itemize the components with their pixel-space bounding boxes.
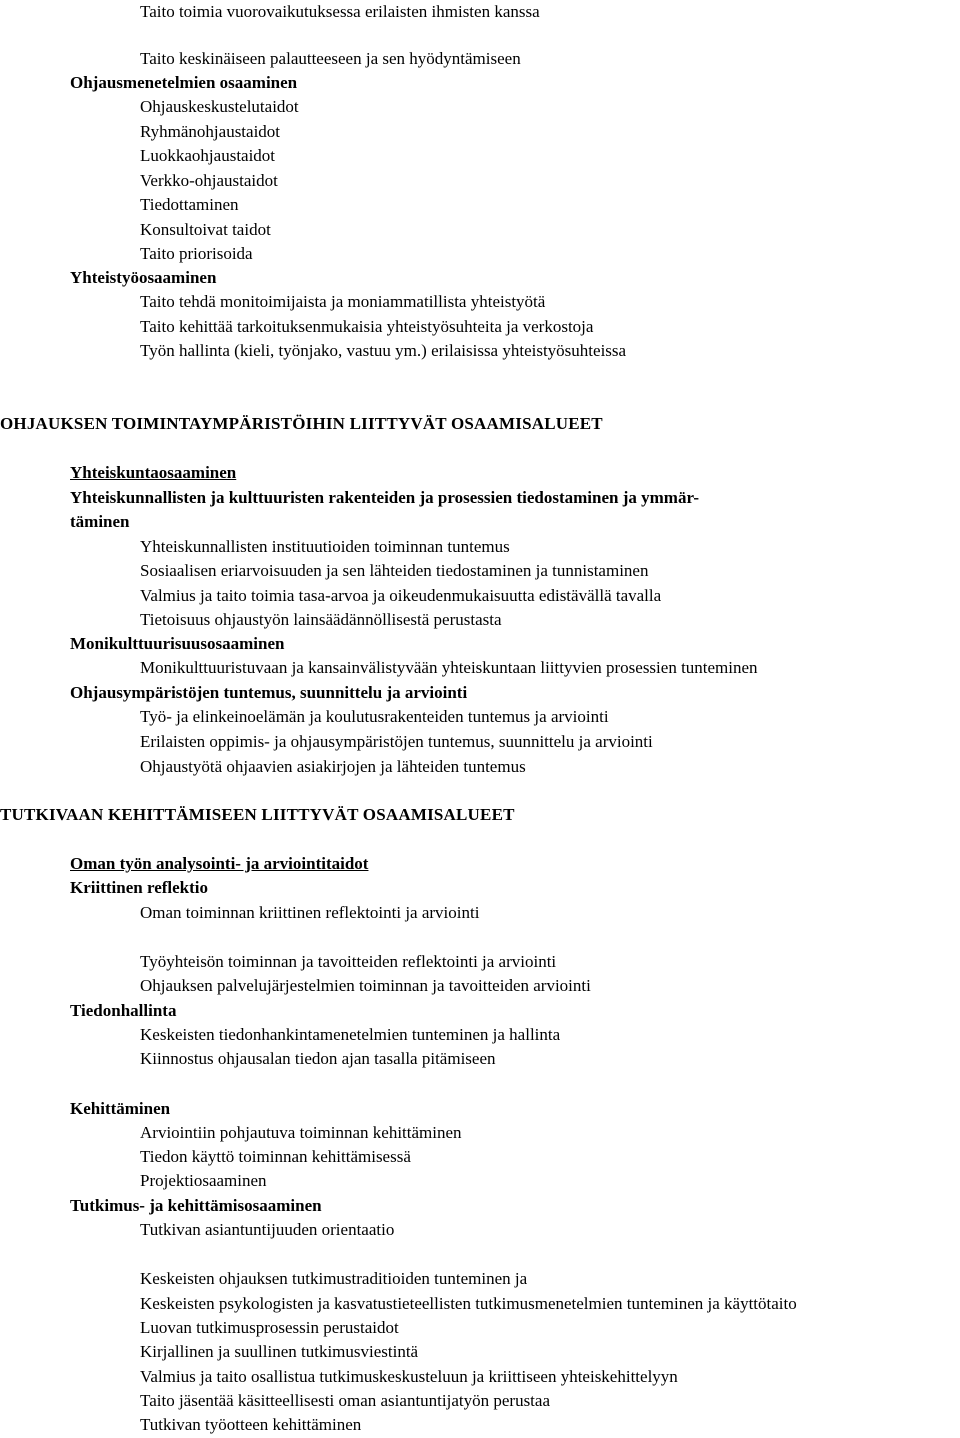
subsection-heading: Yhteiskunnallisten ja kulttuuristen rakenteiden ja prosessien tiedostaminen ja ymmär- (70, 488, 700, 507)
section-heading: TUTKIVAAN KEHITTÄMISEEN LIITTYVÄT OSAAMISALUEET (0, 805, 515, 824)
skill-item: Yhteiskunnallisten instituutioiden toiminnan tuntemus (140, 537, 510, 556)
skill-item: Ohjaustyötä ohjaavien asiakirjojen ja lähteiden tuntemus (140, 757, 526, 776)
skill-item: Verkko-ohjaustaidot (140, 171, 278, 190)
skill-item: Arviointiin pohjautuva toiminnan kehittäminen (140, 1123, 462, 1142)
skill-item: Tiedon käyttö toiminnan kehittämisessä (140, 1147, 411, 1166)
skill-item: Taito keskinäiseen palautteeseen ja sen hyödyntämiseen (140, 49, 521, 68)
skill-item: Ohjauskeskustelutaidot (140, 97, 299, 116)
skill-item: Sosiaalisen eriarvoisuuden ja sen lähteiden tiedostaminen ja tunnistaminen (140, 561, 649, 580)
skill-item: Projektiosaaminen (140, 1171, 267, 1190)
subsection-heading: Tiedonhallinta (70, 1001, 177, 1020)
skill-item: Luovan tutkimusprosessin perustaidot (140, 1318, 399, 1337)
skill-item: Keskeisten psykologisten ja kasvatustieteellisten tutkimusmenetelmien tunteminen ja käyttötaito (140, 1294, 797, 1313)
section-heading: OHJAUKSEN TOIMINTAYMPÄRISTÖIHIN LIITTYVÄT OSAAMISALUEET (0, 414, 603, 433)
skill-item: Taito toimia vuorovaikutuksessa erilaisten ihmisten kanssa (140, 2, 540, 21)
subsection-heading-continued: täminen (70, 512, 130, 531)
subsection-heading: Ohjausmenetelmien osaaminen (70, 73, 298, 92)
subsection-heading: Monikulttuurisuusosaaminen (70, 634, 285, 653)
skill-item: Konsultoivat taidot (140, 220, 271, 239)
skill-item: Oman toiminnan kriittinen reflektointi ja arviointi (140, 903, 480, 922)
skill-item: Luokkaohjaustaidot (140, 146, 276, 165)
skill-item: Taito kehittää tarkoituksenmukaisia yhteistyösuhteita ja verkostoja (140, 317, 594, 336)
skill-item: Tutkivan työotteen kehittäminen (140, 1415, 362, 1434)
skill-item: Monikulttuuristuvaan ja kansainvälistyvään yhteiskuntaan liittyvien prosessien tunteminen (140, 658, 758, 677)
skill-item: Taito jäsentää käsitteellisesti oman asiantuntijatyön perustaa (140, 1391, 550, 1410)
skill-item: Keskeisten tiedonhankintamenetelmien tunteminen ja hallinta (140, 1025, 561, 1044)
skill-item: Tietoisuus ohjaustyön lainsäädännöllisestä perustasta (140, 610, 502, 629)
skill-item: Tutkivan asiantuntijuuden orientaatio (140, 1220, 395, 1239)
subsection-heading: Yhteiskuntaosaaminen (70, 463, 237, 482)
skill-item: Työyhteisön toiminnan ja tavoitteiden reflektointi ja arviointi (140, 952, 557, 971)
skill-item: Taito priorisoida (140, 244, 253, 263)
skill-item: Keskeisten ohjauksen tutkimustraditioiden tunteminen ja (140, 1269, 528, 1288)
skill-item: Valmius ja taito osallistua tutkimuskeskusteluun ja kriittiseen yhteiskehittelyyn (140, 1367, 678, 1386)
subsection-heading: Ohjausympäristöjen tuntemus, suunnittelu ja arviointi (70, 683, 468, 702)
skill-item: Taito tehdä monitoimijaista ja moniammatillista yhteistyötä (140, 292, 546, 311)
skill-item: Työn hallinta (kieli, työnjako, vastuu ym.) erilaisissa yhteistyösuhteissa (140, 341, 627, 360)
subsection-heading: Kehittäminen (70, 1099, 171, 1118)
skill-item: Ohjauksen palvelujärjestelmien toiminnan ja tavoitteiden arviointi (140, 976, 591, 995)
skill-item: Erilaisten oppimis- ja ohjausympäristöjen tuntemus, suunnittelu ja arviointi (140, 732, 653, 751)
skill-item: Työ- ja elinkeinoelämän ja koulutusrakenteiden tuntemus ja arviointi (140, 707, 609, 726)
subsection-heading: Kriittinen reflektio (70, 878, 209, 897)
subsection-heading: Yhteistyöosaaminen (70, 268, 217, 287)
skill-item: Tiedottaminen (140, 195, 239, 214)
subsection-heading: Tutkimus- ja kehittämisosaaminen (70, 1196, 322, 1215)
skill-item: Kirjallinen ja suullinen tutkimusviestintä (140, 1342, 419, 1361)
skill-item: Valmius ja taito toimia tasa-arvoa ja oikeudenmukaisuutta edistävällä tavalla (140, 586, 662, 605)
skill-item: Ryhmänohjaustaidot (140, 122, 281, 141)
skill-item: Kiinnostus ohjausalan tiedon ajan tasalla pitämiseen (140, 1049, 496, 1068)
subsection-heading: Oman työn analysointi- ja arviointitaidot (70, 854, 369, 873)
